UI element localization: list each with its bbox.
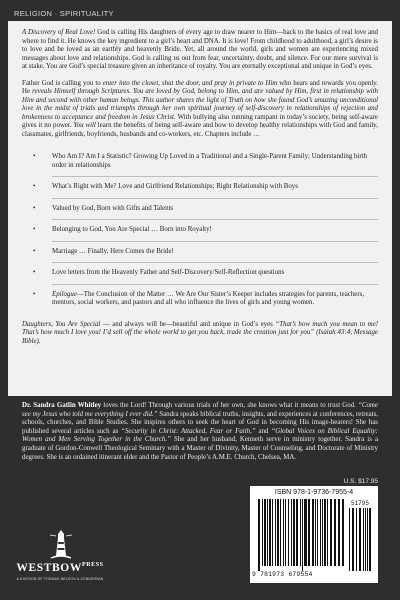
calling-text-c: With bullying also running rampant in today’s society, being self-aware gives it no power. xyxy=(22,113,378,129)
barcode-bar xyxy=(280,499,281,566)
barcode-bar xyxy=(302,499,303,571)
bio-quote: “Come see my Jesus who told me everything I ever did.” xyxy=(22,402,378,418)
ean-barcode-bars xyxy=(258,499,346,571)
barcode-bar xyxy=(334,499,336,566)
barcode-bar xyxy=(275,499,276,566)
barcode-bar xyxy=(356,508,357,571)
barcode-bar xyxy=(293,499,295,566)
chapter-item: • What’s Right with Me? Love and Girlfriend Relationships; Right Relationship with Boys xyxy=(52,177,378,199)
lighthouse-icon xyxy=(50,528,72,560)
bio-article-2: “Global Voices on Biblical Equality: Women and Men Serving Together in the Church.” xyxy=(22,427,378,444)
calling-text-b-italic: reveals Himself through Scriptures. You are loved by God, belong to Him, and are valued by Him, first in relationship with Him and second with other human beings. This author shares the light of Truth on how she found God’s amazing unconditional love in the midst of trials and triumphs through her own spiritual journey of self-discovery in relationships of rejection and brokenness to acceptance and freedom in Jesus Christ. xyxy=(22,88,378,121)
barcode-bar xyxy=(267,499,268,566)
barcode-bar xyxy=(296,499,298,566)
barcode-bar xyxy=(365,508,366,571)
intro-body: God is calling His daughters of every age to draw nearer to Him—back to the basics of real love and where to find it. He knows the key ingredient to a girl’s heart and DNA. It is love! From childhood to adulthood, a girl’s desire is to love and be loved as an earthly and heavenly Bride. Yet, all around the world, girls and women are experiencing mixed messages about love and relationships. God is calling us out from fear, uncertainty, doubt, and silence. For our mere survival is at stake. You are God’s special treasure given an inheritance of royalty. You are eternally exceptional and unique in God’s eyes. xyxy=(22,29,378,70)
barcode-bar xyxy=(342,499,344,566)
bio-article-1: “Security in Christ: Attacked, Fear or Faith,” xyxy=(121,427,256,435)
publisher-name-press: PRESS xyxy=(81,562,104,568)
barcode-bar xyxy=(330,499,332,566)
barcode-bar xyxy=(359,508,361,571)
barcode-bar xyxy=(338,499,340,566)
closing-title: Daughters, You Are Special xyxy=(22,320,101,328)
publisher-name xyxy=(14,562,106,574)
calling-text-d: learn the benefits of being self-aware and how to develop healthy relationships with God and family, classmates, girlfriends, boyfriends, husbands and co-workers, etc. Chapters include … xyxy=(22,122,378,138)
barcode-bar xyxy=(367,508,368,571)
chapter-item: • Marriage … Finally, Here Comes the Bride! xyxy=(52,242,378,264)
chapter-item: • Valued by God, Born with Gifts and Talents xyxy=(52,199,378,221)
bio-text-4: She and her husband, Kenneth serve in ministry together. Sandra is a graduate of Gordon-Conwell Theological Seminary with a Master of Divinity, Master of Counseling, and Doctorate of Ministry degrees. She is an ordained itinerant elder and the Pastor of People’s A.M.E. Church, Chelsea, MA. xyxy=(22,436,378,461)
barcode-bar xyxy=(258,499,260,571)
isbn-barcode xyxy=(250,486,378,583)
epilogue-text: —The Conclusion of the Matter … We Are Our Sister’s Keeper includes strategies for parents, teachers, mentors, social workers, and pastors and all who influence the lives of girls and young women. xyxy=(52,290,365,306)
calling-text-a-italic: enter into the closet, shut the door, and pray in private to Him xyxy=(102,79,278,87)
publisher-division: A DIVISION OF THOMAS NELSON & ZONDERVAN xyxy=(16,577,104,581)
barcode-bar xyxy=(304,499,307,566)
ean-digits: 9 781973 679554 xyxy=(252,571,313,578)
barcode-bar xyxy=(269,499,271,566)
barcode-bar xyxy=(312,499,314,566)
closing-quote: “That’s how much you mean to me! That’s how much I love you! I’d sell off the whole world to get you back, trade the creation just for you” (Isaiah 43:4, Message Bible). xyxy=(22,320,378,345)
barcode-bar xyxy=(352,508,354,571)
barcode-bar xyxy=(349,508,350,571)
description-panel xyxy=(8,21,392,396)
chapter-item-epilogue xyxy=(52,285,378,314)
barcode-bar xyxy=(285,499,286,566)
bio-text-2: Sandra speaks biblical truths, insights, and experiences at conferences, retreats, schools, churches, and Bible Studies. She inspires others to seek the heart of God in becoming His image-bearers! She has published several articles such as xyxy=(22,410,378,435)
price-addon-digits: 51795 xyxy=(350,500,369,507)
isbn-number: ISBN 978-1-9736-7955-4 xyxy=(274,489,354,496)
author-bio xyxy=(8,402,392,462)
price-label: U.S. $17.95 xyxy=(343,478,378,485)
barcode-bar xyxy=(320,499,321,566)
barcode-bar xyxy=(288,499,289,566)
calling-text-b: who hears and rewards you openly. He xyxy=(22,79,379,95)
barcode-bar xyxy=(291,499,292,566)
barcode-bar xyxy=(327,499,328,566)
barcode-bar xyxy=(317,499,318,566)
calling-text-c-italic: You will xyxy=(73,122,96,129)
barcode-bar xyxy=(283,499,284,566)
barcode-bar xyxy=(315,499,316,566)
bio-text-1: loves the Lord! Through various trials of her own, she knows what it means to trust God. xyxy=(101,402,359,409)
barcode-bar xyxy=(369,508,371,571)
closing-text: — and always will be—beautiful and unique in God’s eyes xyxy=(100,320,276,328)
barcode-bar xyxy=(300,499,301,566)
chapter-item: • Belonging to God, You Are Special … Born into Royalty! xyxy=(52,220,378,242)
closing-paragraph xyxy=(22,321,378,347)
author-name: Dr. Sandra Gatlin Whitley xyxy=(22,402,102,409)
barcode-bar xyxy=(308,499,310,566)
category-label: RELIGION · SPIRITUALITY xyxy=(14,9,114,18)
barcode-bar xyxy=(264,499,266,566)
barcode-bar xyxy=(324,499,326,566)
barcode-bar xyxy=(272,499,273,566)
calling-text-a: Father God is calling you to xyxy=(22,79,103,87)
barcode-bar xyxy=(363,508,364,571)
addon-barcode-bars xyxy=(349,508,373,571)
intro-lead: A Discovery of Real Love! xyxy=(22,29,96,36)
bio-text-3: and xyxy=(255,427,272,435)
barcode-bar xyxy=(322,499,323,566)
chapter-list xyxy=(22,147,378,314)
barcode-bar xyxy=(262,499,263,566)
barcode-bar xyxy=(277,499,279,566)
epilogue-label: Epilogue xyxy=(52,290,77,298)
chapter-item: • Who Am I? Am I a Statistic? Growing Up Loved in a Traditional and a Single-Parent Family; Understanding birth order in relationships xyxy=(52,147,378,177)
intro-paragraph xyxy=(22,29,378,72)
calling-paragraph xyxy=(22,80,378,140)
publisher-name-main: WESTBOW xyxy=(16,562,82,574)
chapter-item: • Love letters from the Heavenly Father and Self-Discovery/Self-Reflection questions xyxy=(52,263,378,285)
